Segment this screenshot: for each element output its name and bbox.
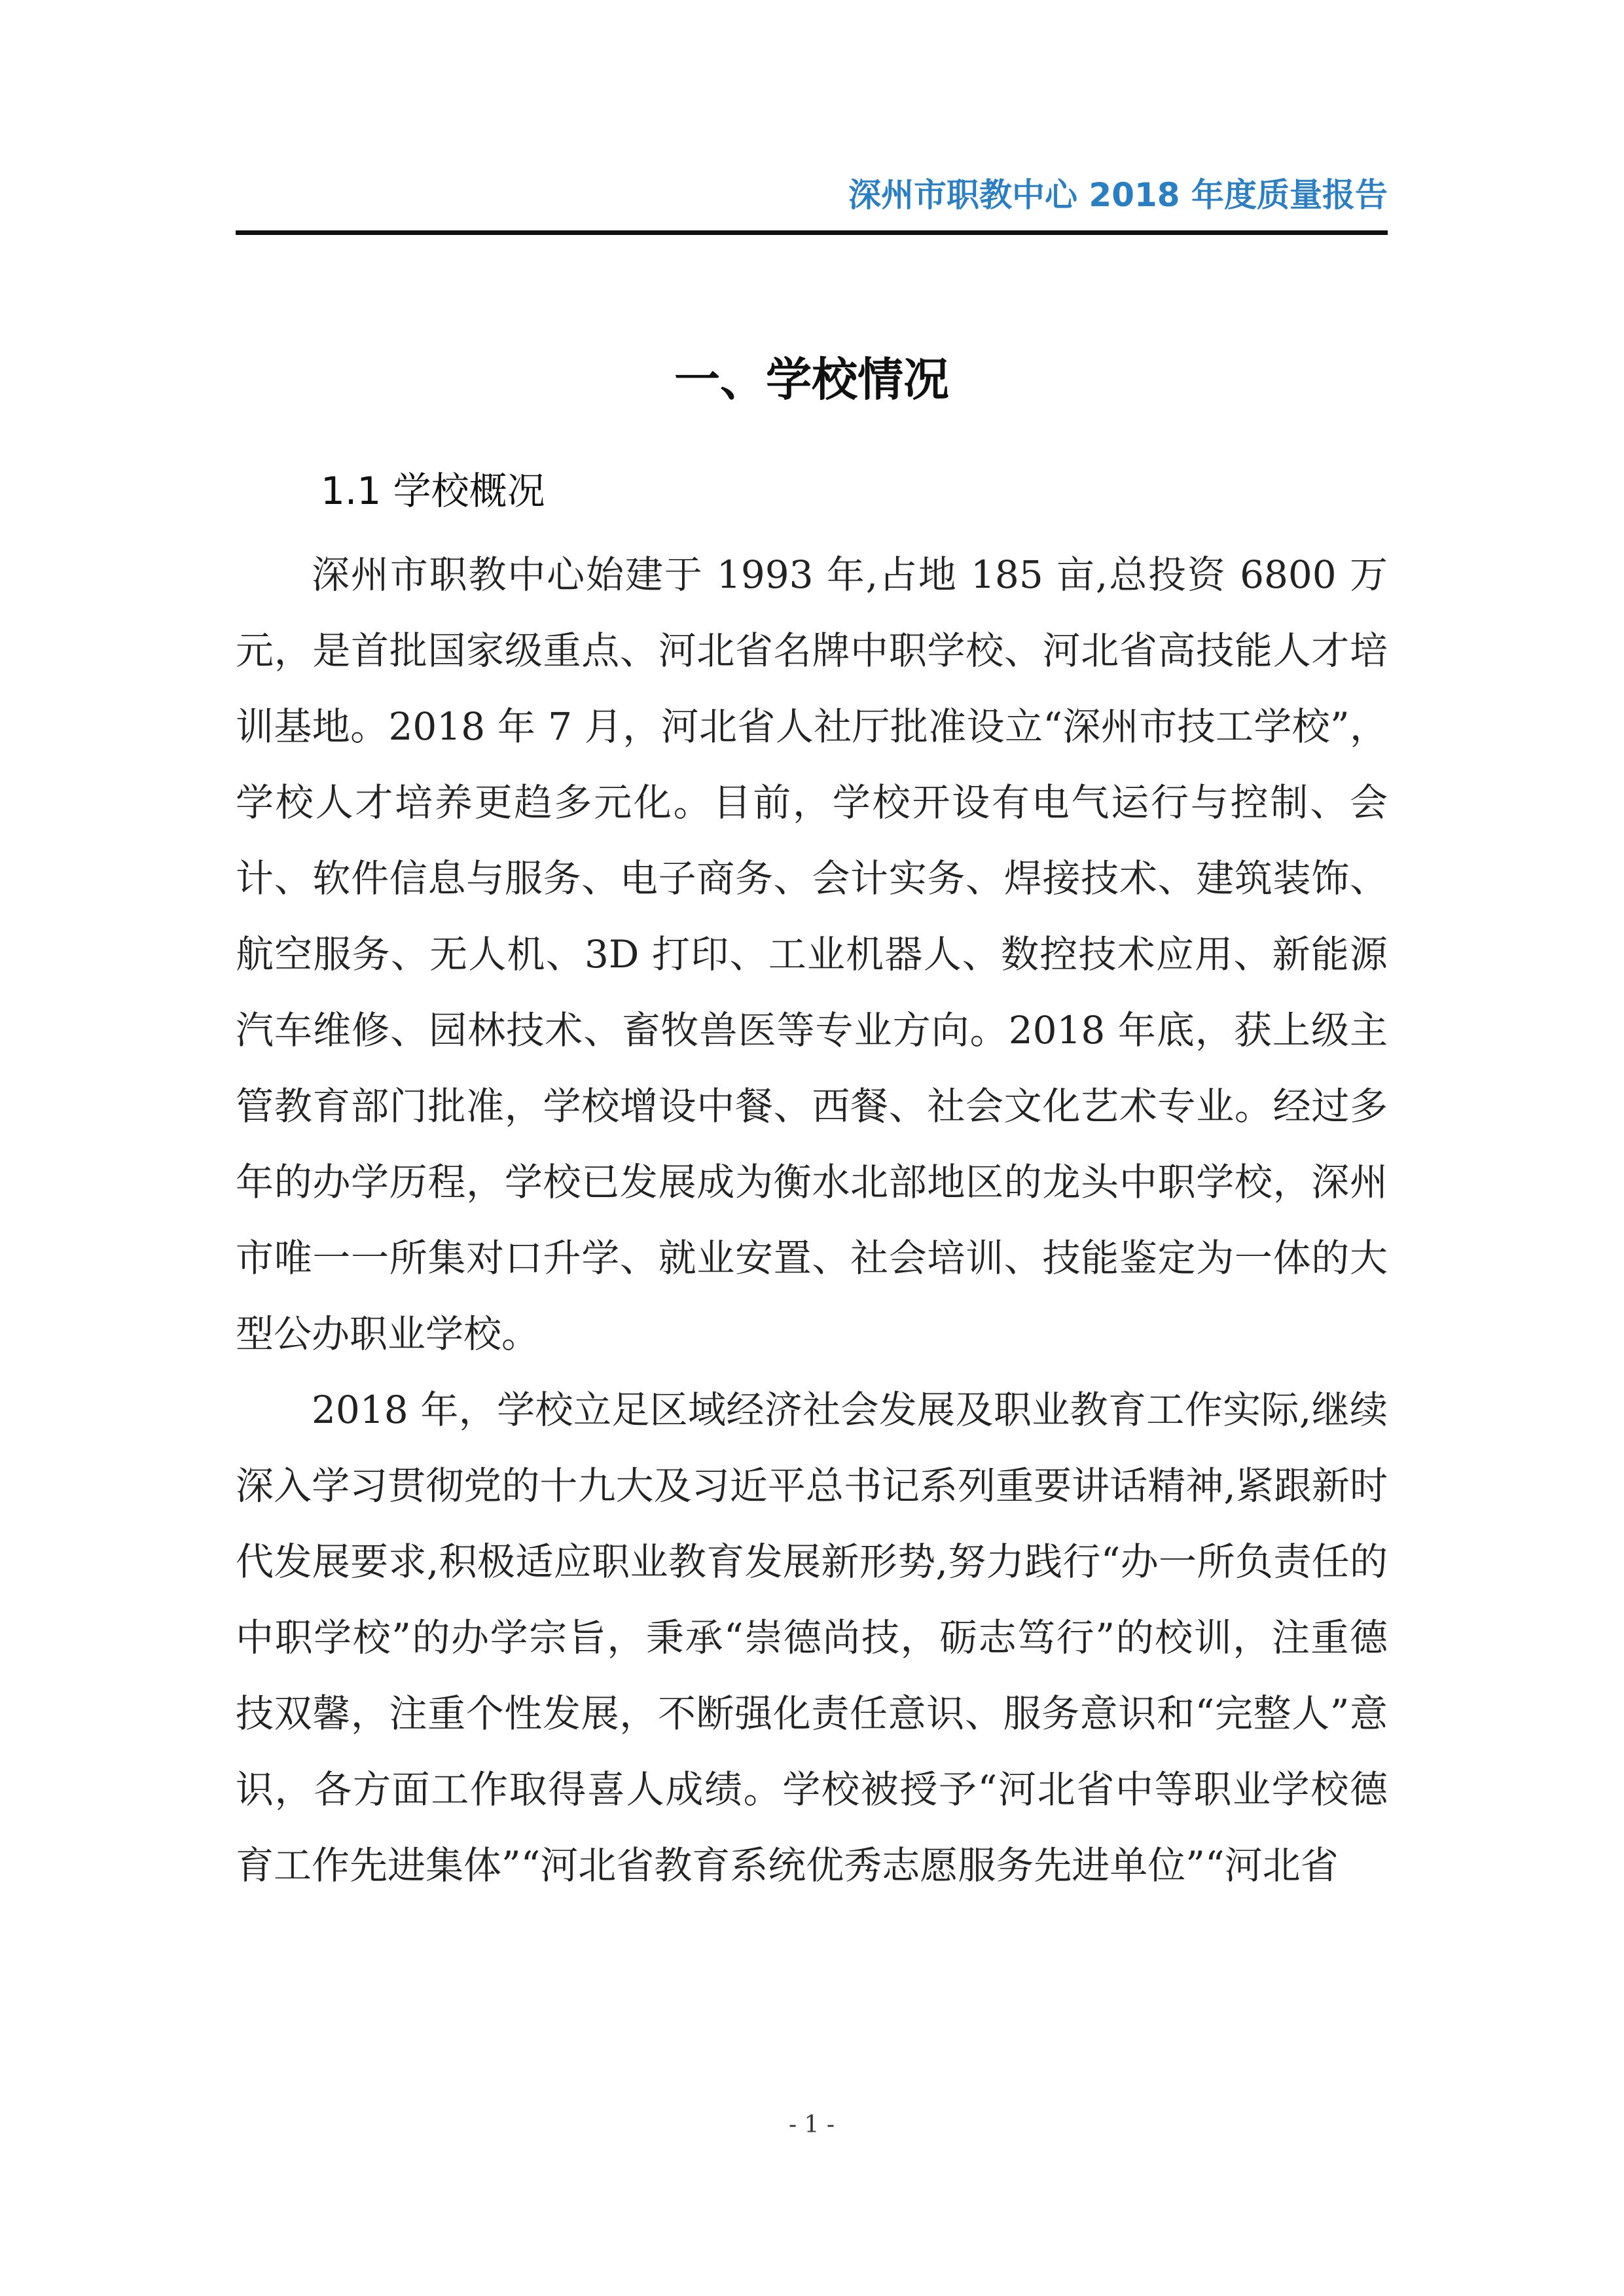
header-divider xyxy=(236,230,1388,235)
body-text xyxy=(236,537,1388,1903)
chapter-title: 一、学校情况 xyxy=(674,353,949,406)
paragraph-school-overview: 深州市职教中心始建于 1993 年,占地 185 亩,总投资 6800 万元，是首批国家级重点、河北省名牌中职学校、河北省高技能人才培训基地。2018 年 7 月，河北省人社厅批准设立“深州市技工学校”，学校人才培养更趋多元化。目前，学校开设有电气运行与控制、会计、软件信息与服务、电子商务、会计实务、焊接技术、建筑装饰、航空服务、无人机、3D 打印、工业机器人、数控技术应用、新能源汽车维修、园林技术、畜牧兽医等专业方向。2018 年底，获上级主管教育部门批准，学校增设中餐、西餐、社会文化艺术专业。经过多年的办学历程，学校已发展成为衡水北部地区的龙头中职学校，深州市唯一一所集对口升学、就业安置、社会培训、技能鉴定为一体的大型公办职业学校。 xyxy=(236,552,1388,1356)
running-header: 深州市职教中心 2018 年度质量报告 xyxy=(848,176,1388,214)
paragraph-2018-work: 2018 年，学校立足区域经济社会发展及职业教育工作实际,继续深入学习贯彻党的十九大及习近平总书记系列重要讲话精神,紧跟新时代发展要求,积极适应职业教育发展新形势,努力践行“办一所负责任的中职学校”的办学宗旨，秉承“崇德尚技，砺志笃行”的校训，注重德技双馨，注重个性发展，不断强化责任意识、服务意识和“完整人”意识，各方面工作取得喜人成绩。学校被授予“河北省中等职业学校德育工作先进集体”“河北省教育系统优秀志愿服务先进单位”“河北省 xyxy=(236,1388,1388,1888)
page-number: - 1 - xyxy=(788,2111,835,2138)
section-title: 1.1 学校概况 xyxy=(321,469,545,513)
